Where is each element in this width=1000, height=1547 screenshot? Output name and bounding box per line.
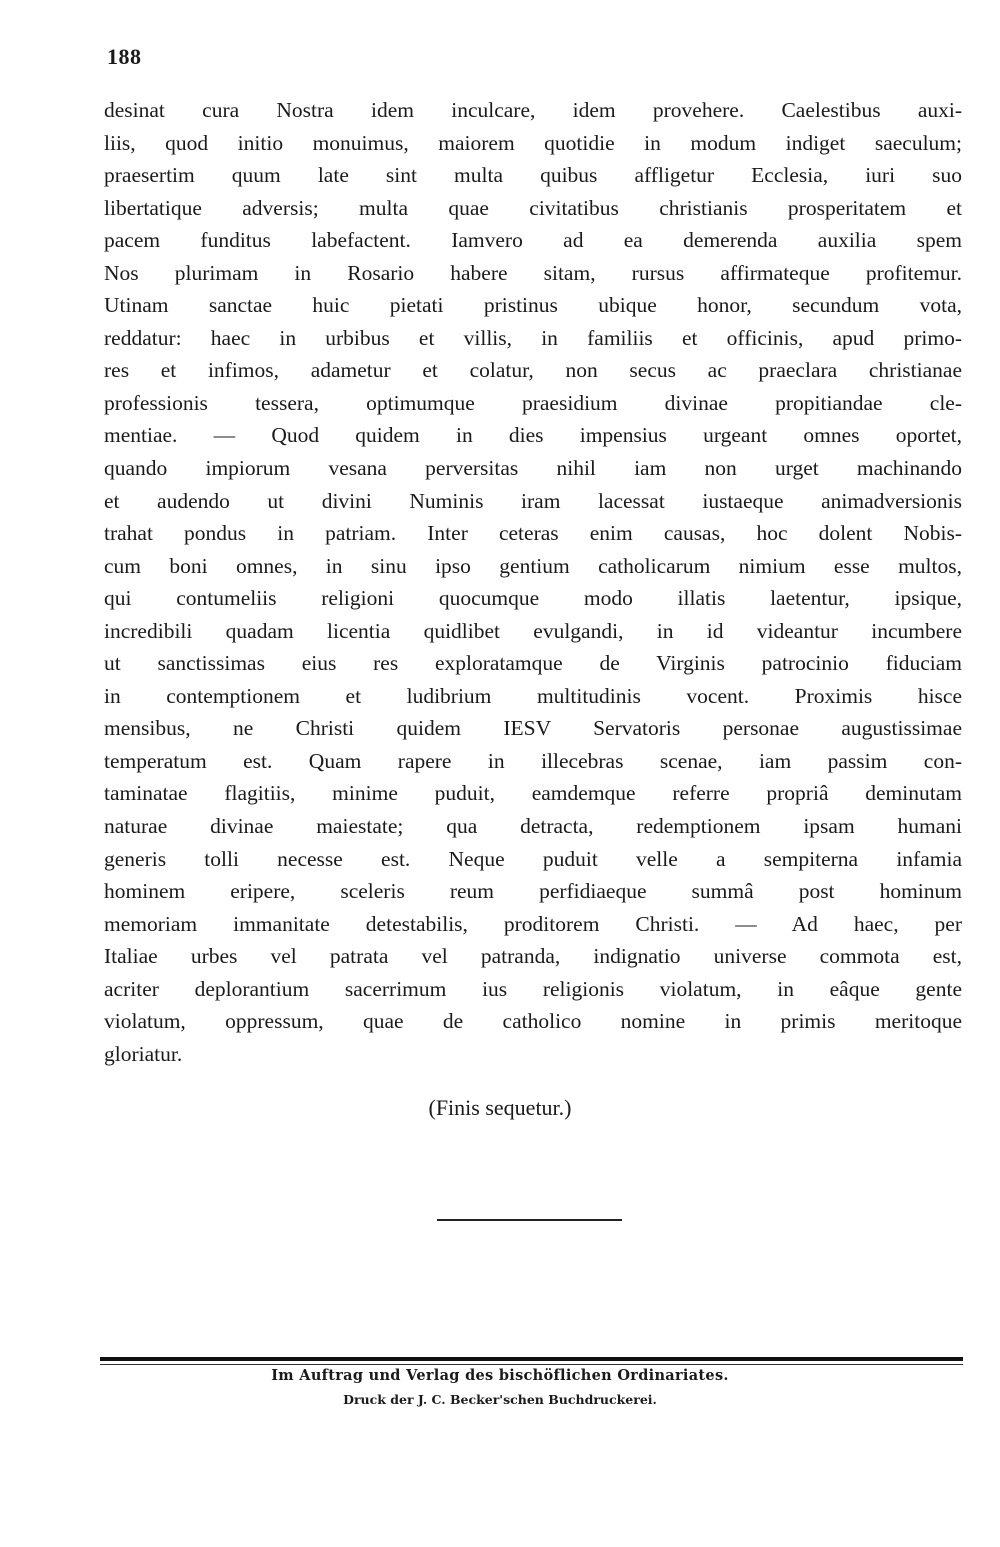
imprint-printer: Druck der J. C. Becker'schen Buchdruckerei. [343,1392,657,1407]
text-line: trahat pondus in patriam. Inter ceteras enim causas, hoc dolent Nobis- [104,521,962,546]
text-line: libertatique adversis; multa quae civitatibus christianis prosperitatem et [104,195,962,220]
body-text [104,94,962,1070]
text-line: qui contumeliis religioni quocumque modo illatis laetentur, ipsique, [104,586,962,611]
text-line: liis, quod initio monuimus, maiorem quotidie in modum indiget saeculum; [104,130,962,155]
imprint-publisher: Im Auftrag und Verlag des bischöflichen Ordinariates. [271,1367,729,1384]
text-line: res et infimos, adametur et colatur, non secus ac praeclara christianae [104,358,962,383]
text-line: Nos plurimam in Rosario habere sitam, rursus affirmateque profitemur. [104,260,962,285]
text-line: gloriatur. [104,1041,183,1066]
text-line: et audendo ut divini Numinis iram lacessat iustaeque animadversionis [104,488,962,513]
text-line: memoriam immanitate detestabilis, proditorem Christi. — Ad haec, per [104,911,962,936]
footer-rule [100,1357,963,1361]
text-line: cum boni omnes, in sinu ipso gentium catholicarum nimium esse multos, [104,553,962,578]
text-line: quando impiorum vesana perversitas nihil iam non urget machinando [104,456,962,481]
text-line: hominem eripere, sceleris reum perfidiaeque summâ post hominum [104,879,962,904]
text-line: praesertim quum late sint multa quibus affligetur Ecclesia, iuri suo [104,163,962,188]
text-line: temperatum est. Quam rapere in illecebras scenae, iam passim con- [104,748,962,773]
text-line: pacem funditus labefactent. Iamvero ad ea demerenda auxilia spem [104,228,962,253]
text-line: Utinam sanctae huic pietati pristinus ubique honor, secundum vota, [104,293,962,318]
section-end-rule [437,1219,622,1221]
footer-rule-thin [100,1364,963,1365]
text-line: reddatur: haec in urbibus et villis, in familiis et officinis, apud primo- [104,325,962,350]
text-line: mentiae. — Quod quidem in dies impensius urgeant omnes oportet, [104,423,962,448]
text-line: ut sanctissimas eius res exploratamque de Virginis patrocinio fiduciam [104,651,962,676]
text-line: professionis tessera, optimumque praesidium divinae propitiandae cle- [104,390,962,415]
text-line: mensibus, ne Christi quidem IESV Servatoris personae augustissimae [104,716,962,741]
text-line: incredibili quadam licentia quidlibet evulgandi, in id videantur incumbere [104,618,962,643]
text-line: violatum, oppressum, quae de catholico nomine in primis meritoque [104,1009,962,1034]
text-line: desinat cura Nostra idem inculcare, idem provehere. Caelestibus auxi- [104,98,962,122]
text-line: generis tolli necesse est. Neque puduit velle a sempiterna infamia [104,846,962,871]
text-line: taminatae flagitiis, minime puduit, eamdemque referre propriâ deminutam [104,781,962,806]
page-number: 188 [107,44,142,69]
continuation-note: (Finis sequetur.) [428,1095,572,1120]
text-line: naturae divinae maiestate; qua detracta, redemptionem ipsam humani [104,814,962,839]
text-line: Italiae urbes vel patrata vel patranda, indignatio universe commota est, [104,944,962,969]
text-line: acriter deplorantium sacerrimum ius religionis violatum, in eâque gente [104,976,962,1001]
text-line: in contemptionem et ludibrium multitudinis vocent. Proximis hisce [104,683,962,708]
